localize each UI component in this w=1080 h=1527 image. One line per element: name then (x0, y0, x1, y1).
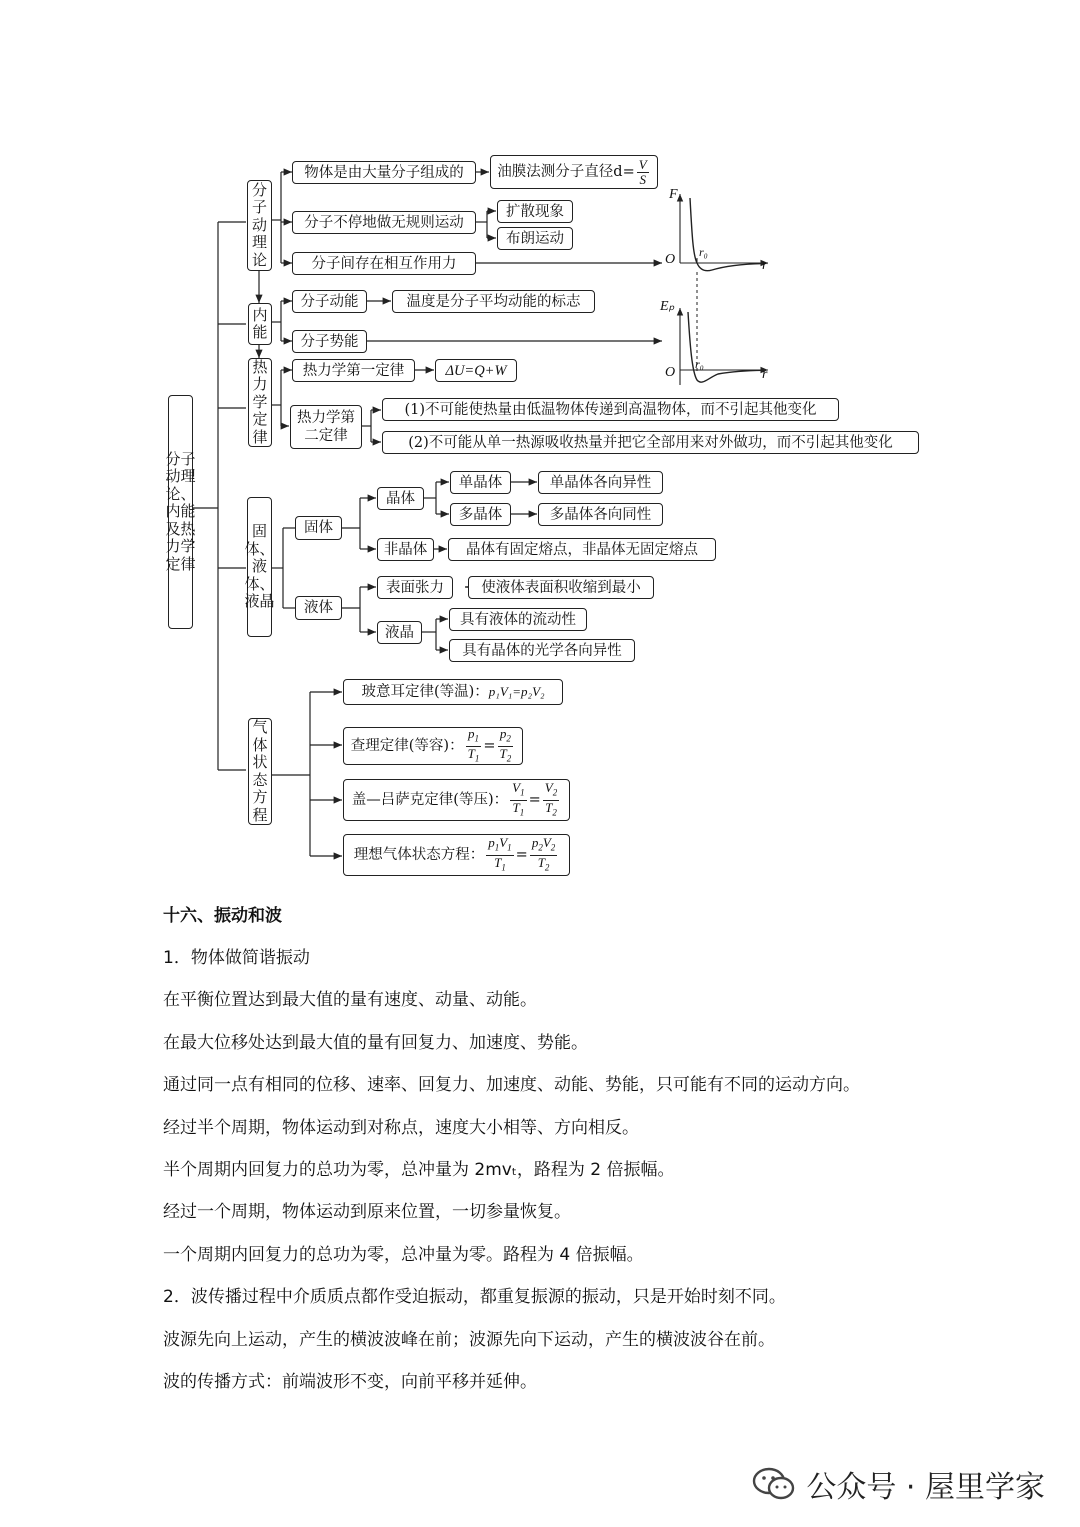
node-label: 液晶 (385, 624, 414, 641)
wechat-watermark (752, 1462, 1045, 1506)
node-label: 固体 (304, 520, 333, 536)
root-topic (165, 395, 196, 629)
node-liquid-crystal (377, 621, 422, 644)
branch-gas-equations (248, 718, 272, 825)
paragraph: 半个周期内回复力的总功为零，总冲量为 2mvₜ，路程为 2 倍振幅。 (163, 1160, 675, 1180)
graph2-xaxis-label: r (762, 367, 768, 382)
node-label: 分子不停地做无规则运动 (304, 214, 464, 231)
paragraph: 波的传播方式：前端波形不变，向前平移并延伸。 (163, 1372, 537, 1392)
branch-internal-energy (248, 303, 272, 345)
node-label: 表面张力 (386, 579, 444, 596)
oil-num: V (638, 156, 647, 172)
node-charles-law: 查理定律(等容)： $\frac{p_1}{T_1}$ = $\frac{p_2}{T_2}$ (343, 727, 523, 765)
node-oil-film (490, 155, 658, 189)
graph1-xaxis-label: r (762, 258, 768, 273)
root-topic-label: 分子动理论、内能及热力学定律 (165, 449, 196, 573)
node-label: 布朗运动 (506, 230, 564, 247)
node-label: 使液体表面积收缩到最小 (481, 579, 641, 596)
node-label: 分子间存在相互作用力 (311, 255, 457, 272)
watermark-text: 公众号 · 屋里学家 (806, 1470, 1045, 1505)
node-poly-crystal-property (538, 503, 663, 526)
node-second-law-1 (382, 398, 839, 421)
branch-label: 固体、液体、液晶 (244, 522, 275, 611)
node-potential-energy (292, 330, 367, 353)
node-label: 晶体有固定熔点，非晶体无固定熔点 (466, 541, 698, 558)
node-diffusion (497, 200, 573, 223)
node-brownian (497, 227, 573, 250)
graph1-yaxis-label: F (669, 187, 678, 202)
node-label: 查理定律(等容)： (350, 738, 464, 754)
paragraph: 通过同一点有相同的位移、速率、回复力、加速度、动能、势能，只可能有不同的运动方向。 (163, 1075, 860, 1095)
node-second-law (290, 405, 362, 449)
node-label: 非晶体 (383, 541, 428, 558)
node-label: 多晶体各向同性 (549, 506, 652, 523)
node-kinetic-energy (292, 290, 367, 313)
branch-label: 内能 (252, 305, 268, 341)
boyle-equation: p₁V₁=p₂V₂ (488, 684, 545, 699)
node-label: 具有晶体的光学各向异性 (462, 642, 622, 659)
node-label: 理想气体状态方程： (353, 847, 485, 863)
node-amorphous (377, 538, 434, 561)
node-single-crystal-property (538, 471, 663, 494)
node-label: 油膜法测分子直径d= (497, 164, 635, 180)
branch-molecular-theory (247, 180, 272, 271)
node-poly-crystal (450, 503, 511, 526)
charles-fraction-right: $\frac{p_2}{T_2}$ (499, 725, 512, 764)
node-label: 单晶体 (458, 474, 503, 491)
node-intermolecular-force (292, 252, 476, 275)
node-surface-tension (377, 576, 453, 599)
node-label: 物体是由大量分子组成的 (304, 164, 464, 181)
graph2-r0-label: r₀ (695, 357, 704, 371)
node-label: 具有液体的流动性 (460, 611, 576, 628)
paragraph: 在平衡位置达到最大值的量有速度、动量、动能。 (163, 990, 537, 1010)
node-second-law-2 (382, 431, 919, 454)
node-label: (2)不可能从单一热源吸收热量并把它全部用来对外做功，而不引起其他变化 (408, 434, 893, 451)
node-lc-anisotropy (449, 639, 635, 662)
node-first-law-equation (435, 359, 517, 382)
node-label: (1)不可能使热量由低温物体传递到高温物体，而不引起其他变化 (404, 401, 817, 418)
potential-energy-graph (680, 308, 768, 385)
node-single-crystal (450, 471, 511, 494)
node-label: 分子动能 (300, 293, 359, 310)
node-label: 热力学第一定律 (302, 362, 405, 379)
graph2-origin-label: O (665, 365, 676, 380)
paragraph: 经过一个周期，物体运动到原来位置，一切参量恢复。 (163, 1202, 571, 1222)
wechat-icon (752, 1466, 796, 1502)
node-liquid (295, 596, 342, 620)
oil-den: S (639, 171, 646, 187)
node-label: ΔU=Q+W (445, 362, 507, 379)
paragraph: 在最大位移处达到最大值的量有回复力、加速度、势能。 (163, 1033, 588, 1053)
node-ideal-gas-law: 理想气体状态方程： $\frac{p_1V_1}{T_1}$ = $\frac{p_2V_2}{T_2}$ (343, 834, 570, 876)
graph1-r0-label: r₀ (699, 245, 708, 259)
node-gay-lussac-law: 盖—吕萨克定律(等压)： $\frac{V_1}{T_1}$ = $\frac{V_2}{T_2}$ (343, 779, 570, 821)
node-first-law (292, 359, 415, 382)
node-solid (295, 516, 342, 540)
node-label: 液体 (304, 600, 333, 616)
node-surface-tension-effect (468, 576, 654, 599)
node-label: 盖—吕萨克定律(等压)： (351, 792, 509, 808)
node-molecules-composition (292, 161, 476, 184)
node-label: 晶体 (386, 490, 415, 507)
branch-label: 分子动理论 (251, 180, 267, 269)
node-label: 温度是分子平均动能的标志 (406, 293, 581, 310)
node-label: 多晶体 (458, 506, 503, 523)
oil-fraction (637, 158, 649, 187)
graph2-yaxis-label: Eₚ (660, 299, 675, 314)
section-heading: 十六、振动和波 (163, 906, 282, 926)
branch-thermo-laws (248, 358, 272, 447)
charles-fraction-left: $\frac{p_1}{T_1}$ (467, 725, 480, 764)
paragraph: 1．物体做简谐振动 (163, 948, 310, 968)
paragraph: 波源先向上运动，产生的横波波峰在前；波源先向下运动，产生的横波波谷在前。 (163, 1330, 775, 1350)
node-crystal (377, 487, 424, 510)
gay-fraction-right: $\frac{V_2}{T_2}$ (544, 779, 558, 818)
branch-label: 热力学定律 (252, 357, 268, 446)
node-label: 分子势能 (300, 333, 359, 350)
node-random-motion (292, 211, 476, 234)
node-label: 玻意耳定律(等温)： (361, 684, 489, 700)
force-graph (680, 194, 768, 271)
branch-solid-liquid (244, 497, 275, 637)
paragraph: 一个周期内回复力的总功为零，总冲量为零。路程为 4 倍振幅。 (163, 1245, 644, 1265)
gay-fraction-left: $\frac{V_1}{T_1}$ (512, 779, 525, 818)
ideal-fraction-right: $\frac{p_2V_2}{T_2}$ (531, 834, 556, 873)
node-label: 单晶体各向异性 (549, 474, 652, 491)
node-boyle-law (343, 679, 563, 705)
paragraph: 2．波传播过程中介质质点都作受迫振动，都重复振源的振动，只是开始时刻不同。 (163, 1287, 786, 1307)
node-temperature (392, 290, 595, 313)
node-label: 扩散现象 (506, 203, 564, 220)
graph1-origin-label: O (665, 252, 676, 267)
ideal-fraction-left: $\frac{p_1V_1}{T_1}$ (488, 834, 512, 873)
node-melting-point (448, 538, 716, 561)
node-lc-fluidity (449, 608, 587, 631)
node-label: 热力学第二定律 (297, 410, 355, 444)
paragraph: 经过半个周期，物体运动到对称点，速度大小相等、方向相反。 (163, 1118, 639, 1138)
branch-label: 气体状态方程 (252, 718, 268, 824)
